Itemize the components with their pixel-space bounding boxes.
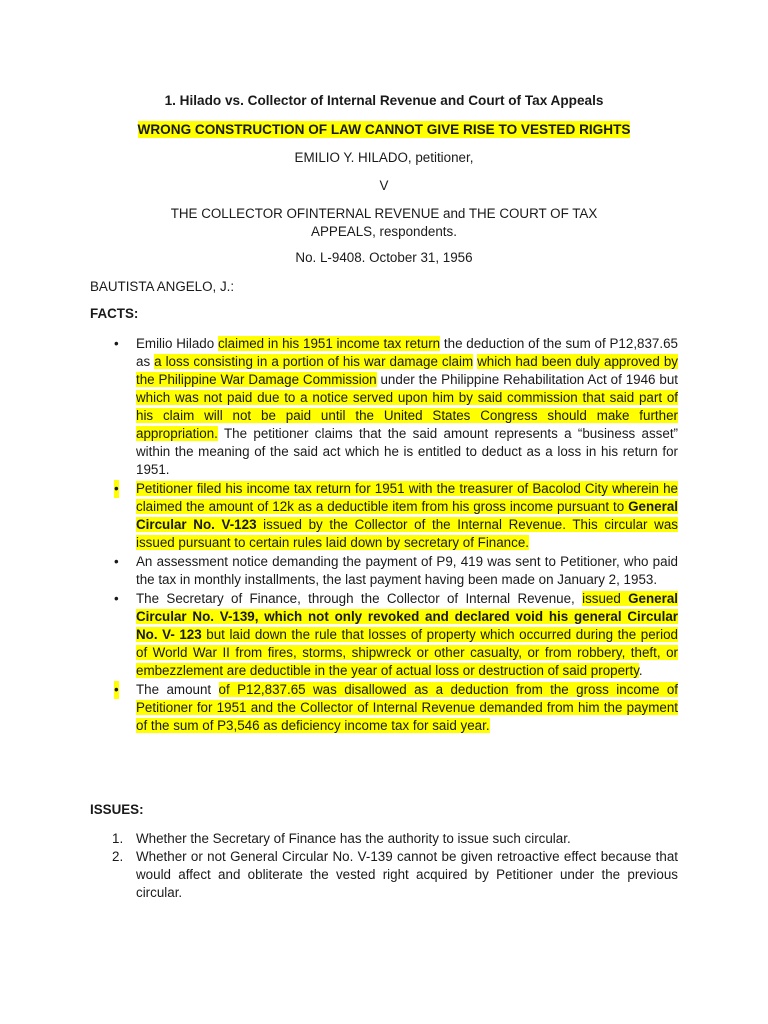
fact-text: Emilio Hilado xyxy=(136,336,218,351)
facts-list xyxy=(90,335,678,736)
case-title: 1. Hilado vs. Collector of Internal Revenue and Court of Tax Appeals xyxy=(164,93,604,108)
facts-heading: FACTS: xyxy=(90,306,139,321)
list-item xyxy=(90,590,678,680)
fact-text: . xyxy=(638,663,643,678)
list-item xyxy=(90,335,678,479)
fact-text: the deduction of the sum of P12,837.65 as xyxy=(136,336,678,369)
fact-highlight: claimed in his 1951 income tax return xyxy=(217,336,441,351)
fact-highlight: Petitioner filed his income tax return for 1951 with the treasurer of Bacolod City wherein he claimed the amount of 12k as a deductible item from his gross income pursuant to xyxy=(136,481,678,514)
fact-highlight: issued xyxy=(582,591,629,606)
respondents-line: THE COLLECTOR OFINTERNAL REVENUE and THE COURT OF TAX APPEALS, respondents. xyxy=(170,206,598,239)
issue-text: Whether or not General Circular No. V-139 cannot be given retroactive effect because that would affect and obliterate the vested right acquired by Petitioner under the previous circular. xyxy=(136,849,678,900)
doctrine-subtitle-text: WRONG CONSTRUCTION OF LAW CANNOT GIVE RISE TO VESTED RIGHTS xyxy=(137,122,631,137)
fact-text: under the Philippine Rehabilitation Act of 1946 but xyxy=(376,372,679,387)
fact-highlight-bold: General Circular No. V-139, which not only revoked and declared void his general Circular No. V- 123 xyxy=(136,591,678,642)
fact-highlight: of P12,837.65 was disallowed as a deduction from the gross income of Petitioner for 1951 and the Collector of Internal Revenue demanded from him the payment of the sum of P3,546 as deficiency income tax for said year. xyxy=(136,682,678,733)
issues-list xyxy=(90,830,678,902)
fact-text: The amount xyxy=(136,682,219,697)
fact-highlight-bold: General Circular No. V-123 xyxy=(136,499,678,532)
fact-highlight: which had been duly approved by the Philippine War Damage Commission xyxy=(136,354,678,387)
doctrine-subtitle xyxy=(0,122,768,137)
bullet-icon: • xyxy=(114,554,119,569)
petitioner-line: EMILIO Y. HILADO, petitioner, xyxy=(294,150,474,165)
bullet-icon: • xyxy=(114,682,119,697)
bullet-icon: • xyxy=(114,481,119,496)
fact-text: The petitioner claims that the said amount represents a “business asset” within the meaning of the said act which he is entitled to deduct as a loss in his return for 1951. xyxy=(136,426,678,477)
versus-line: V xyxy=(379,178,389,193)
issues-heading: ISSUES: xyxy=(90,802,144,817)
fact-highlight: but laid down the rule that losses of property which occurred during the period of World War II from fires, storms, shipwreck or other casualty, or from robbery, theft, or embezzlement are deductible in the year of actual loss or destruction of said property xyxy=(136,627,678,678)
bullet-icon: • xyxy=(114,336,119,351)
docket-line: No. L-9408. October 31, 1956 xyxy=(295,250,473,265)
list-item xyxy=(90,830,678,848)
list-item xyxy=(90,553,678,589)
fact-highlight: a loss consisting in a portion of his war damage claim xyxy=(154,354,474,369)
fact-text: An assessment notice demanding the payment of P9, 419 was sent to Petitioner, who paid the tax in monthly installments, the last payment having been made on January 2, 1953. xyxy=(136,554,678,587)
issue-text: Whether the Secretary of Finance has the authority to issue such circular. xyxy=(136,831,571,846)
list-item xyxy=(90,848,678,902)
fact-highlight: which was not paid due to a notice served upon him by said commission that said part of his claim will not be paid until the United States Congress should make further appropriation. xyxy=(136,390,678,441)
fact-text: The Secretary of Finance, through the Collector of Internal Revenue, xyxy=(136,591,583,606)
ponente-line: BAUTISTA ANGELO, J.: xyxy=(90,279,235,294)
bullet-icon: • xyxy=(114,591,119,606)
issue-number: 1. xyxy=(112,831,124,846)
list-item xyxy=(90,681,678,735)
list-item xyxy=(90,480,678,552)
issue-number: 2. xyxy=(112,849,124,864)
fact-highlight: issued by the Collector of the Internal Revenue. This circular was issued pursuant to certain rules laid down by secretary of Finance. xyxy=(136,517,678,550)
